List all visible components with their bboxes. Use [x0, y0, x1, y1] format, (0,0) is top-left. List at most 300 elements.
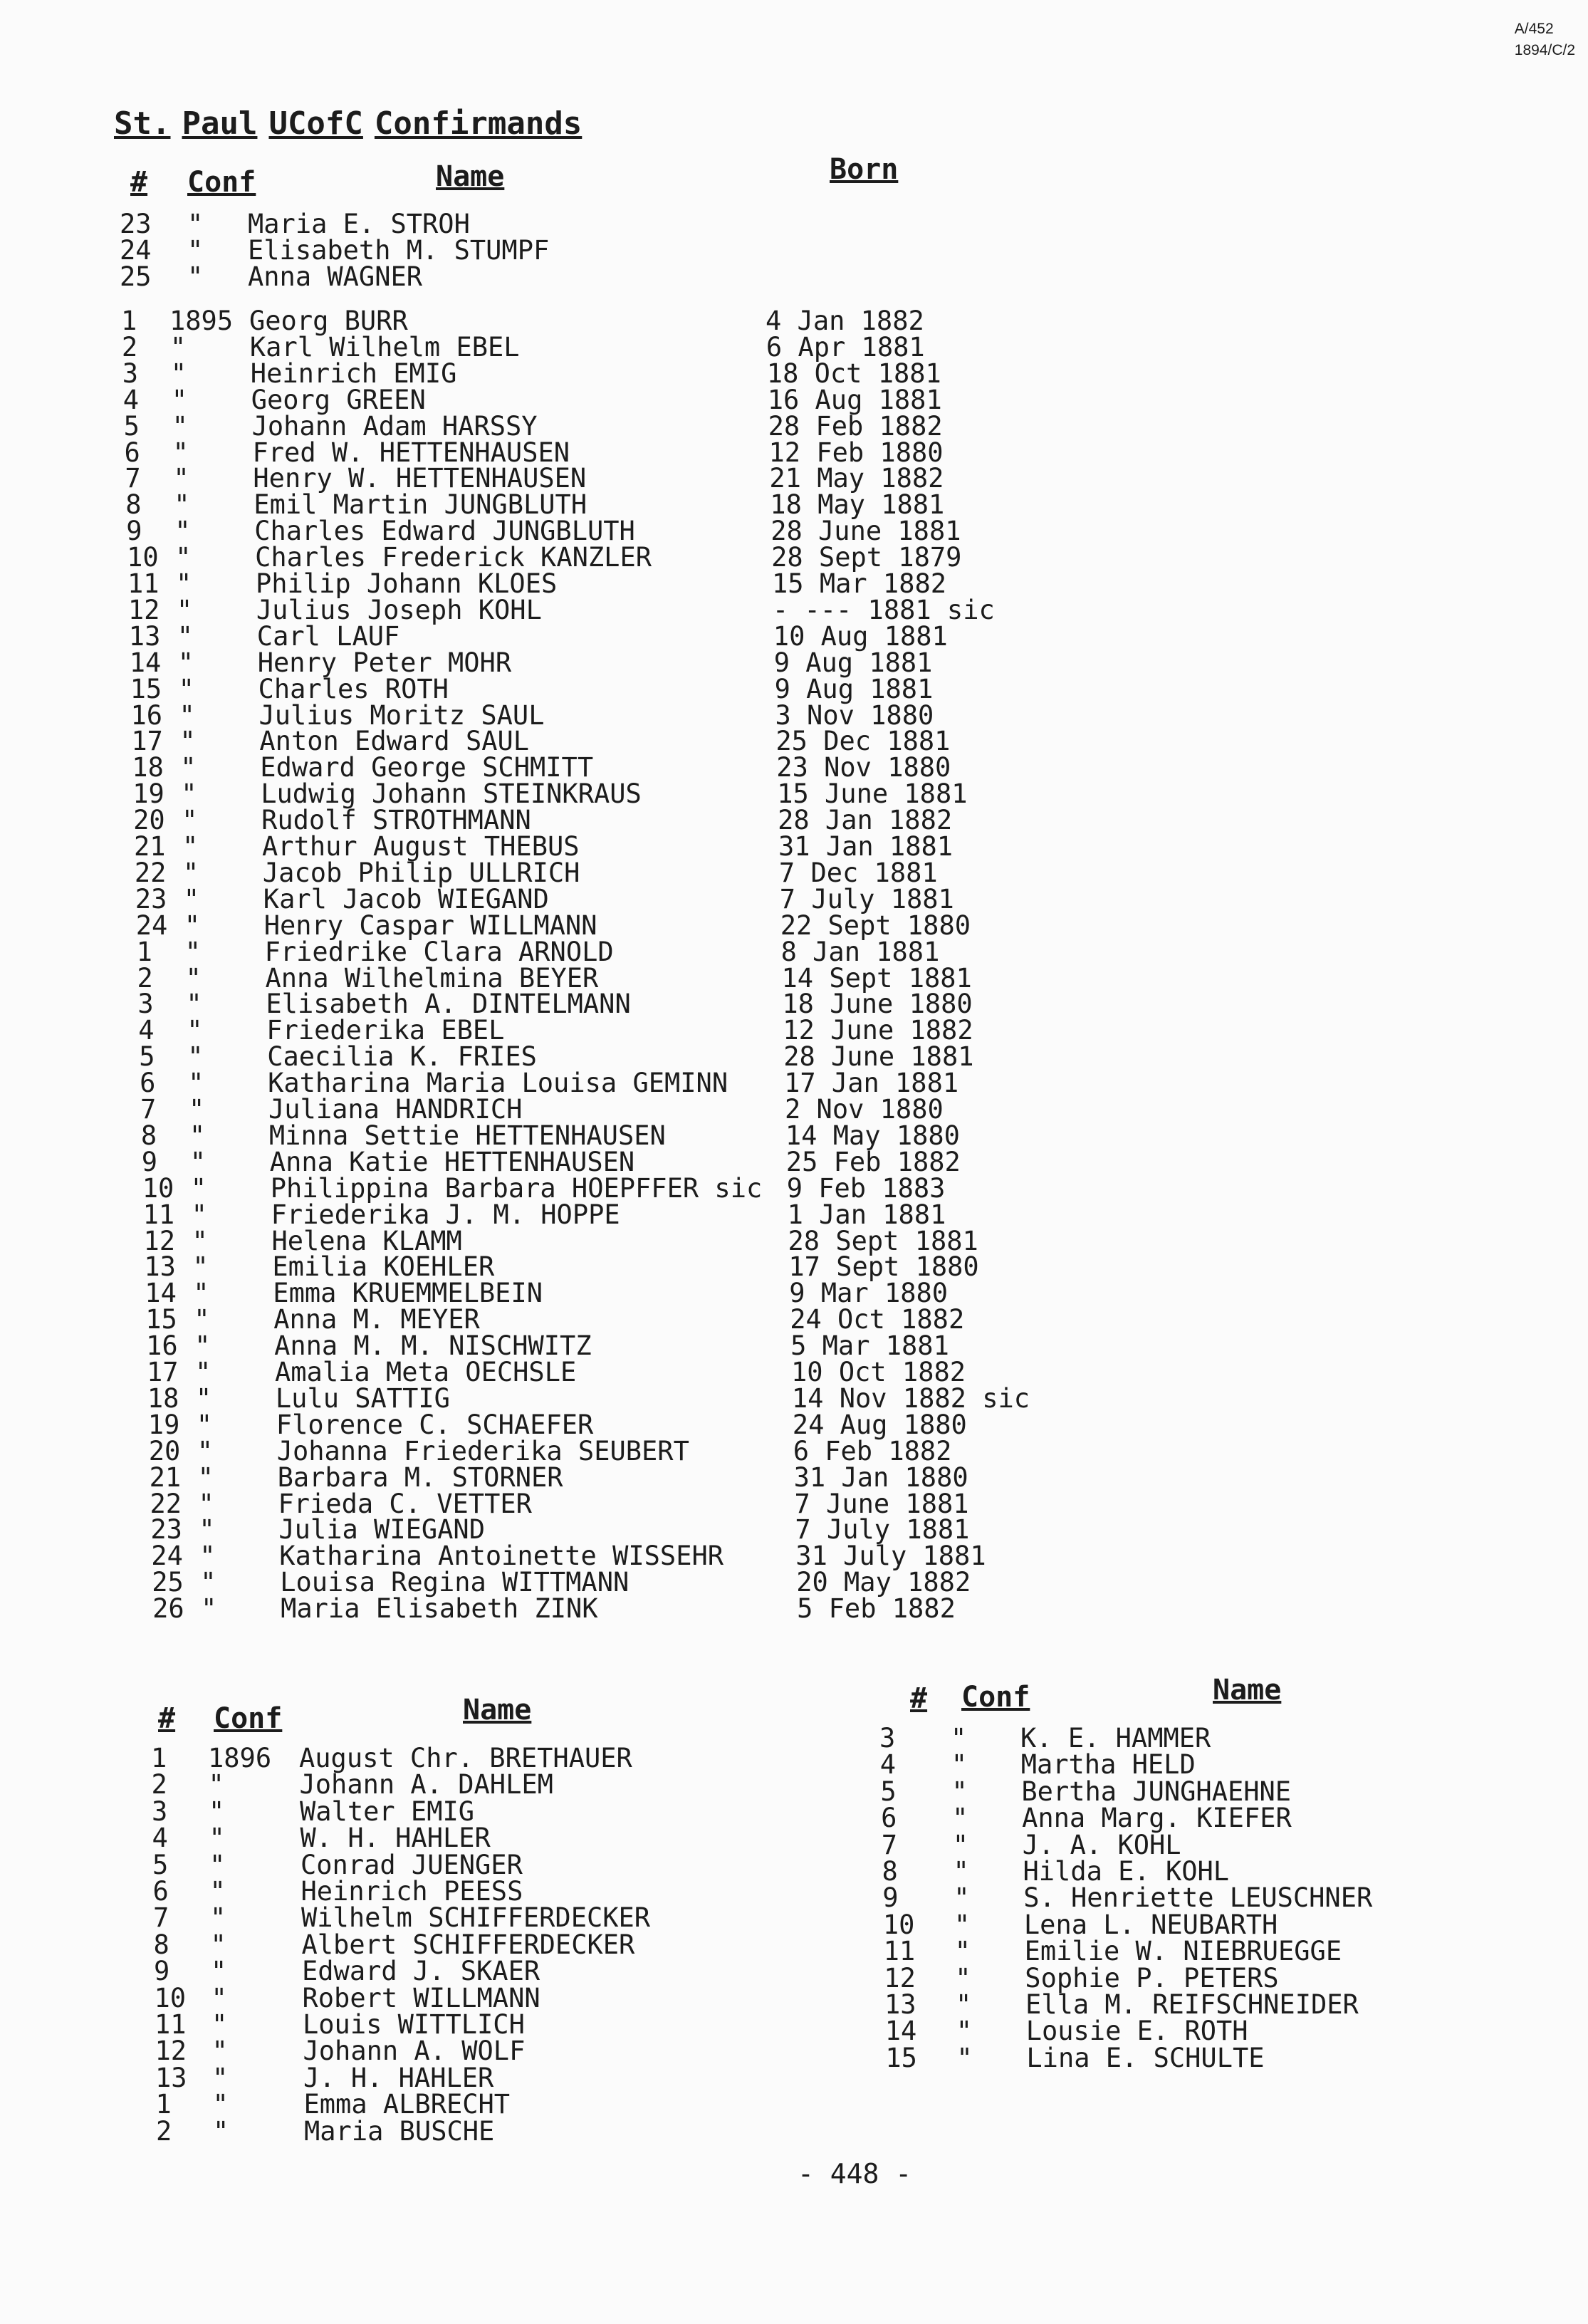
entry-number: 6: [881, 1803, 897, 1834]
entry-number: 4: [152, 1823, 168, 1854]
entry-born-date: 14 Sept 1881: [781, 962, 972, 994]
entry-name: Henry Caspar WILLMANN: [263, 910, 597, 941]
entry-conf-year: ": [188, 1068, 204, 1099]
header-born: Born: [830, 153, 899, 186]
entry-name: Julius Moritz SAUL: [258, 699, 545, 731]
entry-number: 4: [879, 1749, 896, 1781]
entry-number: 9: [141, 1146, 158, 1177]
entry-conf-year: ": [191, 1199, 207, 1230]
entry-conf-year: ": [212, 2062, 229, 2093]
entry-name: Anna M. MEYER: [273, 1304, 480, 1335]
entry-number: 26: [152, 1593, 184, 1625]
entry-conf-year: ": [174, 489, 190, 521]
entry-number: 16: [146, 1330, 178, 1362]
entry-number: 22: [150, 1488, 182, 1519]
entry-number: 7: [153, 1902, 169, 1934]
entry-name: Arthur August THEBUS: [262, 831, 580, 862]
entry-number: 10: [882, 1909, 915, 1940]
entry-conf-year: ": [193, 1278, 209, 1309]
entry-number: 15: [145, 1304, 177, 1335]
entry-conf-year: ": [177, 647, 194, 678]
entry-conf-year: ": [186, 989, 202, 1020]
entry-name: Georg BURR: [249, 306, 408, 336]
entry-name: K. E. HAMMER: [1020, 1723, 1211, 1754]
entry-number: 7: [140, 1094, 157, 1125]
entry-number: 10: [142, 1172, 174, 1204]
entry-conf-year: ": [197, 1461, 214, 1493]
entry-conf-year: ": [183, 883, 200, 915]
entry-name: Rudolf STROTHMANN: [261, 805, 531, 836]
entry-number: 10: [154, 1982, 187, 2013]
entry-name: Elisabeth A. DINTELMANN: [266, 989, 631, 1020]
entry-conf-year: ": [189, 1120, 206, 1151]
entry-conf-year: ": [211, 1982, 227, 2013]
entry-name: Fred W. HETTENHAUSEN: [252, 437, 570, 468]
entry-name: Katharina Antoinette WISSEHR: [279, 1541, 724, 1572]
entry-conf-year: ": [953, 1856, 969, 1887]
entry-conf-year: ": [195, 1382, 212, 1414]
entry-number: 8: [140, 1120, 157, 1151]
entry-born-date: - --- 1881 sic: [772, 594, 995, 625]
entry-name: Louis WITTLICH: [303, 2009, 525, 2040]
entry-name: Conrad JUENGER: [301, 1849, 523, 1880]
entry-born-date: 21 May 1882: [769, 463, 944, 494]
entry-conf-year: ": [955, 1962, 971, 1994]
entry-number: 1: [136, 936, 152, 967]
entry-born-date: 12 June 1882: [783, 1015, 973, 1046]
entry-conf-year: ": [951, 1723, 967, 1754]
entry-conf-year: ": [198, 1488, 214, 1519]
entry-conf-year: ": [954, 1936, 971, 1967]
entry-name: Anna M. M. NISCHWITZ: [274, 1330, 592, 1362]
entry-born-date: 25 Dec 1881: [775, 726, 951, 757]
entry-conf-year: ": [954, 1882, 970, 1914]
entry-born-date: 14 May 1880: [785, 1120, 960, 1151]
entry-name: Carl LAUF: [256, 620, 400, 652]
entry-conf-year: ": [189, 1146, 207, 1177]
entry-conf-year: ": [213, 2115, 229, 2147]
entry-name: Wilhelm SCHIFFERDECKER: [301, 1902, 651, 1934]
title-word: St.: [114, 105, 171, 142]
entry-conf-year: ": [200, 1567, 216, 1598]
entry-born-date: 4 Jan 1882: [766, 306, 924, 336]
entry-name: Florence C. SCHAEFER: [276, 1409, 594, 1440]
entry-conf-year: ": [211, 1956, 227, 1987]
page-title: [114, 105, 593, 142]
entry-number: 17: [131, 726, 163, 757]
entry-conf-year: ": [179, 699, 195, 731]
entry-conf-year: ": [170, 358, 187, 389]
entry-number: 4: [122, 384, 139, 415]
entry-number: 14: [145, 1278, 177, 1309]
entry-number: 23: [135, 883, 167, 915]
entry-name: Johann Adam HARSSY: [251, 410, 538, 442]
entry-born-date: 16 Aug 1881: [767, 384, 942, 415]
entry-born-date: 1 Jan 1881: [787, 1199, 946, 1230]
entry-number: 5: [123, 410, 140, 442]
entry-number: 3: [137, 989, 154, 1020]
entry-name: Emil Martin JUNGBLUTH: [254, 489, 587, 521]
entry-number: 10: [127, 542, 159, 573]
entry-number: 21: [134, 831, 166, 862]
entry-conf-year: ": [956, 2042, 973, 2073]
entry-number: 12: [155, 2036, 187, 2067]
entry-name: Helena KLAMM: [271, 1225, 462, 1256]
entry-born-date: 23 Nov 1880: [776, 752, 951, 783]
title-word: Confirmands: [374, 105, 583, 142]
entry-number: 12: [884, 1962, 916, 1994]
entry-number: 18: [132, 752, 164, 783]
entry-conf-year: ": [180, 752, 197, 783]
entry-name: Friederika EBEL: [266, 1015, 505, 1046]
entry-born-date: 18 May 1881: [770, 489, 945, 521]
entry-number: 11: [127, 568, 160, 599]
entry-name: Lulu SATTIG: [275, 1382, 450, 1414]
entry-conf-year: ": [954, 1909, 971, 1940]
entry-name: Anna Marg. KIEFER: [1022, 1803, 1292, 1834]
entry-conf-year: ": [952, 1829, 969, 1860]
entry-number: 7: [881, 1829, 898, 1860]
entry-name: Julia WIEGAND: [278, 1514, 485, 1546]
entry-name: Emma KRUEMMELBEIN: [273, 1278, 543, 1309]
entry-conf-year: ": [181, 778, 197, 810]
entry-born-date: 28 Feb 1882: [768, 410, 943, 442]
entry-number: 24: [120, 235, 152, 266]
entry-name: Edward J. SKAER: [302, 1956, 540, 1987]
entry-name: Anna Katie HETTENHAUSEN: [269, 1146, 635, 1177]
entry-number: 19: [147, 1409, 180, 1440]
entry-number: 24: [135, 910, 168, 941]
entry-born-date: 2 Nov 1880: [785, 1094, 944, 1125]
entry-conf-year: ": [956, 2016, 972, 2047]
entry-number: 11: [883, 1936, 916, 1967]
entry-number: 8: [153, 1929, 169, 1960]
entry-number: 11: [142, 1199, 175, 1230]
entry-name: Anna Wilhelmina BEYER: [265, 962, 599, 994]
entry-conf-year: ": [174, 516, 191, 547]
entry-name: Johanna Friederika SEUBERT: [276, 1435, 689, 1466]
entry-conf-year: ": [210, 1929, 226, 1960]
entry-name: S. Henriette LEUSCHNER: [1023, 1882, 1373, 1914]
entry-name: Robert WILLMANN: [302, 1982, 540, 2013]
entry-born-date: 18 Oct 1881: [766, 358, 941, 389]
entry-name: W. H. HAHLER: [300, 1823, 491, 1854]
entry-name: Louisa Regina WITTMANN: [280, 1567, 630, 1598]
entry-conf-year: ": [187, 235, 204, 266]
entry-born-date: 10 Aug 1881: [773, 620, 948, 652]
entry-conf-year: ": [951, 1776, 968, 1807]
entry-number: 13: [155, 2062, 187, 2093]
entry-name: Heinrich EMIG: [250, 358, 457, 389]
entry-conf-year: ": [194, 1304, 210, 1335]
entry-name: Martha HELD: [1020, 1749, 1196, 1781]
entry-number: 5: [152, 1849, 169, 1880]
entry-number: 25: [152, 1567, 184, 1598]
entry-born-date: 28 June 1881: [771, 516, 961, 547]
archive-ref-line2: 1894/C/2: [1514, 42, 1575, 58]
entry-number: 20: [133, 805, 165, 836]
entry-number: 8: [882, 1856, 898, 1887]
entry-conf-year: ": [187, 261, 204, 292]
page-number: - 448 -: [798, 2158, 912, 2189]
entry-number: 22: [134, 857, 167, 888]
entry-name: Emma ALBRECHT: [303, 2089, 511, 2120]
entry-name: J. H. HAHLER: [303, 2062, 494, 2093]
entry-name: Elisabeth M. STUMPF: [248, 235, 550, 266]
entry-name: Lousie E. ROTH: [1025, 2016, 1248, 2047]
entry-born-date: 9 Mar 1880: [789, 1278, 949, 1309]
entry-number: 13: [128, 620, 161, 652]
entry-name: Heinrich PEESS: [301, 1876, 523, 1907]
entry-name: August Chr. BRETHAUER: [299, 1743, 632, 1773]
entry-number: 5: [880, 1776, 897, 1807]
entry-conf-year: ": [172, 437, 189, 468]
entry-conf-year: ": [952, 1803, 968, 1834]
header-num-left: #: [158, 1702, 176, 1735]
entry-born-date: 25 Feb 1882: [785, 1146, 961, 1177]
entry-conf-year: ": [182, 831, 199, 862]
entry-name: Maria Elisabeth ZINK: [281, 1593, 598, 1625]
entry-conf-year: ": [209, 1796, 225, 1827]
entry-number: 20: [148, 1435, 181, 1466]
entry-born-date: 15 Mar 1882: [772, 568, 947, 599]
entry-born-date: 31 July 1881: [795, 1541, 986, 1572]
entry-number: 13: [884, 1989, 916, 2020]
entry-name: Albert SCHIFFERDECKER: [301, 1929, 635, 1960]
entry-name: Edward George SCHMITT: [260, 752, 594, 783]
entry-name: Ludwig Johann STEINKRAUS: [261, 778, 642, 810]
archive-ref-line1: A/452: [1514, 21, 1554, 37]
entry-name: Walter EMIG: [300, 1796, 475, 1827]
entry-born-date: 5 Feb 1882: [797, 1593, 956, 1625]
entry-conf-year: ": [184, 936, 201, 967]
entry-born-date: 28 Jan 1882: [778, 805, 953, 836]
entry-name: Karl Wilhelm EBEL: [249, 331, 520, 363]
entry-name: Frieda C. VETTER: [278, 1488, 532, 1519]
entry-born-date: 15 June 1881: [777, 778, 968, 810]
header-conf-right: Conf: [961, 1681, 1030, 1714]
entry-name: Charles Edward JUNGBLUTH: [254, 516, 635, 547]
entry-name: Johann A. WOLF: [303, 2036, 526, 2067]
entry-conf-year: ": [212, 2089, 229, 2120]
entry-born-date: 9 Feb 1883: [786, 1172, 946, 1204]
entry-born-date: 17 Sept 1880: [788, 1251, 979, 1283]
entry-born-date: 18 June 1880: [782, 989, 973, 1020]
entry-name: Ella M. REIFSCHNEIDER: [1025, 1989, 1359, 2020]
entry-conf-year: ": [169, 331, 187, 363]
entry-name: Sophie P. PETERS: [1025, 1962, 1279, 1994]
entry-born-date: 17 Jan 1881: [784, 1068, 959, 1099]
entry-number: 23: [120, 209, 152, 239]
entry-number: 2: [121, 331, 138, 363]
entry-conf-year: ": [209, 1823, 225, 1854]
entry-name: Friederika J. M. HOPPE: [271, 1199, 620, 1230]
entry-born-date: 31 Jan 1880: [793, 1461, 968, 1493]
entry-born-date: 3 Nov 1880: [775, 699, 934, 731]
entry-conf-year: ": [951, 1749, 967, 1781]
entry-conf-year: ": [185, 962, 202, 994]
entry-conf-year: ": [187, 209, 204, 239]
entry-name: Philippina Barbara HOEPFFER sic: [270, 1172, 763, 1204]
entry-born-date: 28 Sept 1881: [788, 1225, 978, 1256]
entry-born-date: 24 Aug 1880: [792, 1409, 967, 1440]
entry-born-date: 5 Mar 1881: [790, 1330, 949, 1362]
entry-born-date: 31 Jan 1881: [778, 831, 954, 862]
entry-number: 17: [147, 1357, 179, 1387]
entry-conf-year: ": [189, 1094, 205, 1125]
archive-reference: [1515, 19, 1575, 61]
entry-number: 25: [120, 261, 152, 292]
entry-number: 6: [152, 1876, 169, 1907]
entry-conf-year: ": [194, 1330, 211, 1362]
entry-name: Hilda E. KOHL: [1023, 1856, 1230, 1887]
entry-number: 6: [124, 437, 140, 468]
entry-conf-year: ": [192, 1251, 209, 1283]
entry-name: Charles ROTH: [258, 673, 449, 704]
entry-conf-year: ": [172, 410, 188, 442]
entry-name: Minna Settie HETTENHAUSEN: [268, 1120, 666, 1151]
entry-number: 15: [885, 2042, 917, 2073]
entry-conf-year: ": [209, 1876, 226, 1907]
entry-conf-year: ": [182, 805, 198, 836]
entry-name: Philip Johann KLOES: [256, 568, 558, 599]
entry-conf-year: ": [197, 1435, 213, 1466]
entry-number: 13: [144, 1251, 176, 1283]
entry-number: 4: [138, 1015, 155, 1046]
entry-born-date: 10 Oct 1882: [791, 1357, 966, 1387]
entry-conf-year: ": [201, 1593, 217, 1625]
entry-name: Karl Jacob WIEGAND: [263, 883, 549, 915]
title-word: UCofC: [268, 105, 363, 142]
header-name-left: Name: [463, 1694, 532, 1726]
entry-number: 12: [127, 594, 160, 625]
entry-conf-year: ": [211, 2009, 228, 2040]
entry-conf-year: ": [199, 1514, 215, 1546]
entry-number: 21: [149, 1461, 182, 1493]
entry-number: 24: [151, 1541, 183, 1572]
entry-number: 9: [126, 516, 142, 547]
title-word: Paul: [182, 105, 258, 142]
entry-born-date: 28 Sept 1879: [771, 542, 962, 573]
entry-number: 3: [152, 1796, 168, 1827]
entry-number: 16: [130, 699, 163, 731]
entry-conf-year: ": [209, 1849, 226, 1880]
entry-conf-year: ": [176, 568, 192, 599]
entry-name: Katharina Maria Louisa GEMINN: [268, 1068, 728, 1099]
entry-conf-year: ": [182, 857, 199, 888]
entry-number: 2: [156, 2115, 172, 2147]
entry-conf-year: ": [184, 910, 200, 941]
entry-number: 1: [151, 1743, 167, 1773]
entry-name: Lena L. NEUBARTH: [1023, 1909, 1278, 1940]
header-conf-left: Conf: [214, 1702, 283, 1735]
header-name-right: Name: [1213, 1674, 1282, 1706]
entry-conf-year: ": [195, 1357, 211, 1387]
entry-number: 23: [150, 1514, 182, 1546]
entry-conf-year: ": [173, 463, 189, 494]
entry-number: 14: [884, 2016, 917, 2047]
header-num: #: [130, 166, 148, 199]
entry-born-date: 24 Oct 1882: [790, 1304, 965, 1335]
entry-number: 5: [139, 1041, 155, 1073]
entry-conf-year: ": [179, 726, 196, 757]
header-name: Name: [436, 160, 505, 193]
entry-name: Henry Peter MOHR: [257, 647, 512, 678]
entry-born-date: 7 July 1881: [795, 1514, 970, 1546]
entry-name: Henry W. HETTENHAUSEN: [253, 463, 587, 494]
entry-name: Johann A. DAHLEM: [299, 1769, 553, 1801]
entry-name: Barbara M. STORNER: [277, 1461, 563, 1493]
entry-number: 8: [125, 489, 142, 521]
entry-born-date: 7 June 1881: [794, 1488, 969, 1519]
entry-name: Lina E. SCHULTE: [1026, 2042, 1265, 2073]
entry-conf-year: 1896: [208, 1743, 272, 1773]
header-conf: Conf: [187, 166, 256, 199]
entry-born-date: 8 Jan 1881: [780, 936, 940, 967]
entry-name: Amalia Meta OECHSLE: [275, 1357, 577, 1387]
entry-born-date: 9 Aug 1881: [773, 647, 933, 678]
entry-born-date: 28 June 1881: [783, 1041, 974, 1073]
entry-number: 2: [151, 1769, 167, 1801]
entry-name: J. A. KOHL: [1022, 1829, 1181, 1860]
entry-number: 9: [154, 1956, 170, 1987]
entry-born-date: 7 July 1881: [779, 883, 954, 915]
entry-conf-year: ": [176, 594, 193, 625]
entry-conf-year: ": [210, 1902, 226, 1934]
entry-conf-year: ": [190, 1172, 207, 1204]
entry-number: 7: [125, 463, 141, 494]
entry-name: Anna WAGNER: [248, 261, 423, 292]
entry-name: Anton Edward SAUL: [259, 726, 530, 757]
entry-number: 3: [122, 358, 139, 389]
entry-number: 14: [129, 647, 162, 678]
entry-name: Emilia KOEHLER: [272, 1251, 495, 1283]
entry-number: 3: [879, 1723, 896, 1754]
entry-number: 2: [137, 962, 153, 994]
entry-number: 6: [140, 1068, 156, 1099]
entry-number: 12: [143, 1225, 176, 1256]
entry-conf-year: ": [177, 620, 194, 652]
entry-conf-year: ": [208, 1769, 224, 1801]
entry-born-date: 22 Sept 1880: [780, 910, 971, 941]
entry-number: 11: [155, 2009, 187, 2040]
entry-number: 1: [155, 2089, 172, 2120]
entry-name: Julius Joseph KOHL: [256, 594, 542, 625]
entry-born-date: 6 Feb 1882: [793, 1435, 952, 1466]
entry-name: Maria BUSCHE: [304, 2115, 495, 2147]
entry-name: Caecilia K. FRIES: [267, 1041, 537, 1073]
entry-conf-year: ": [175, 542, 192, 573]
entry-conf-year: ": [187, 1041, 204, 1073]
entry-number: 15: [130, 673, 162, 704]
entry-conf-year: ": [192, 1225, 208, 1256]
entry-conf-year: ": [178, 673, 194, 704]
entry-name: Maria E. STROH: [248, 209, 470, 239]
entry-name: Emilie W. NIEBRUEGGE: [1024, 1936, 1342, 1967]
entry-name: Charles Frederick KANZLER: [255, 542, 652, 573]
entry-number: 9: [882, 1882, 899, 1914]
entry-conf-year: ": [196, 1409, 213, 1440]
entry-conf-year: ": [199, 1541, 216, 1572]
entry-conf-year: ": [187, 1015, 203, 1046]
entry-conf-year: 1895: [169, 306, 234, 336]
entry-number: 18: [147, 1382, 179, 1414]
entry-born-date: 7 Dec 1881: [778, 857, 938, 888]
entry-born-date: 20 May 1882: [796, 1567, 971, 1598]
entry-conf-year: ": [171, 384, 187, 415]
entry-name: Georg GREEN: [251, 384, 426, 415]
entry-born-date: 6 Apr 1881: [766, 331, 925, 363]
